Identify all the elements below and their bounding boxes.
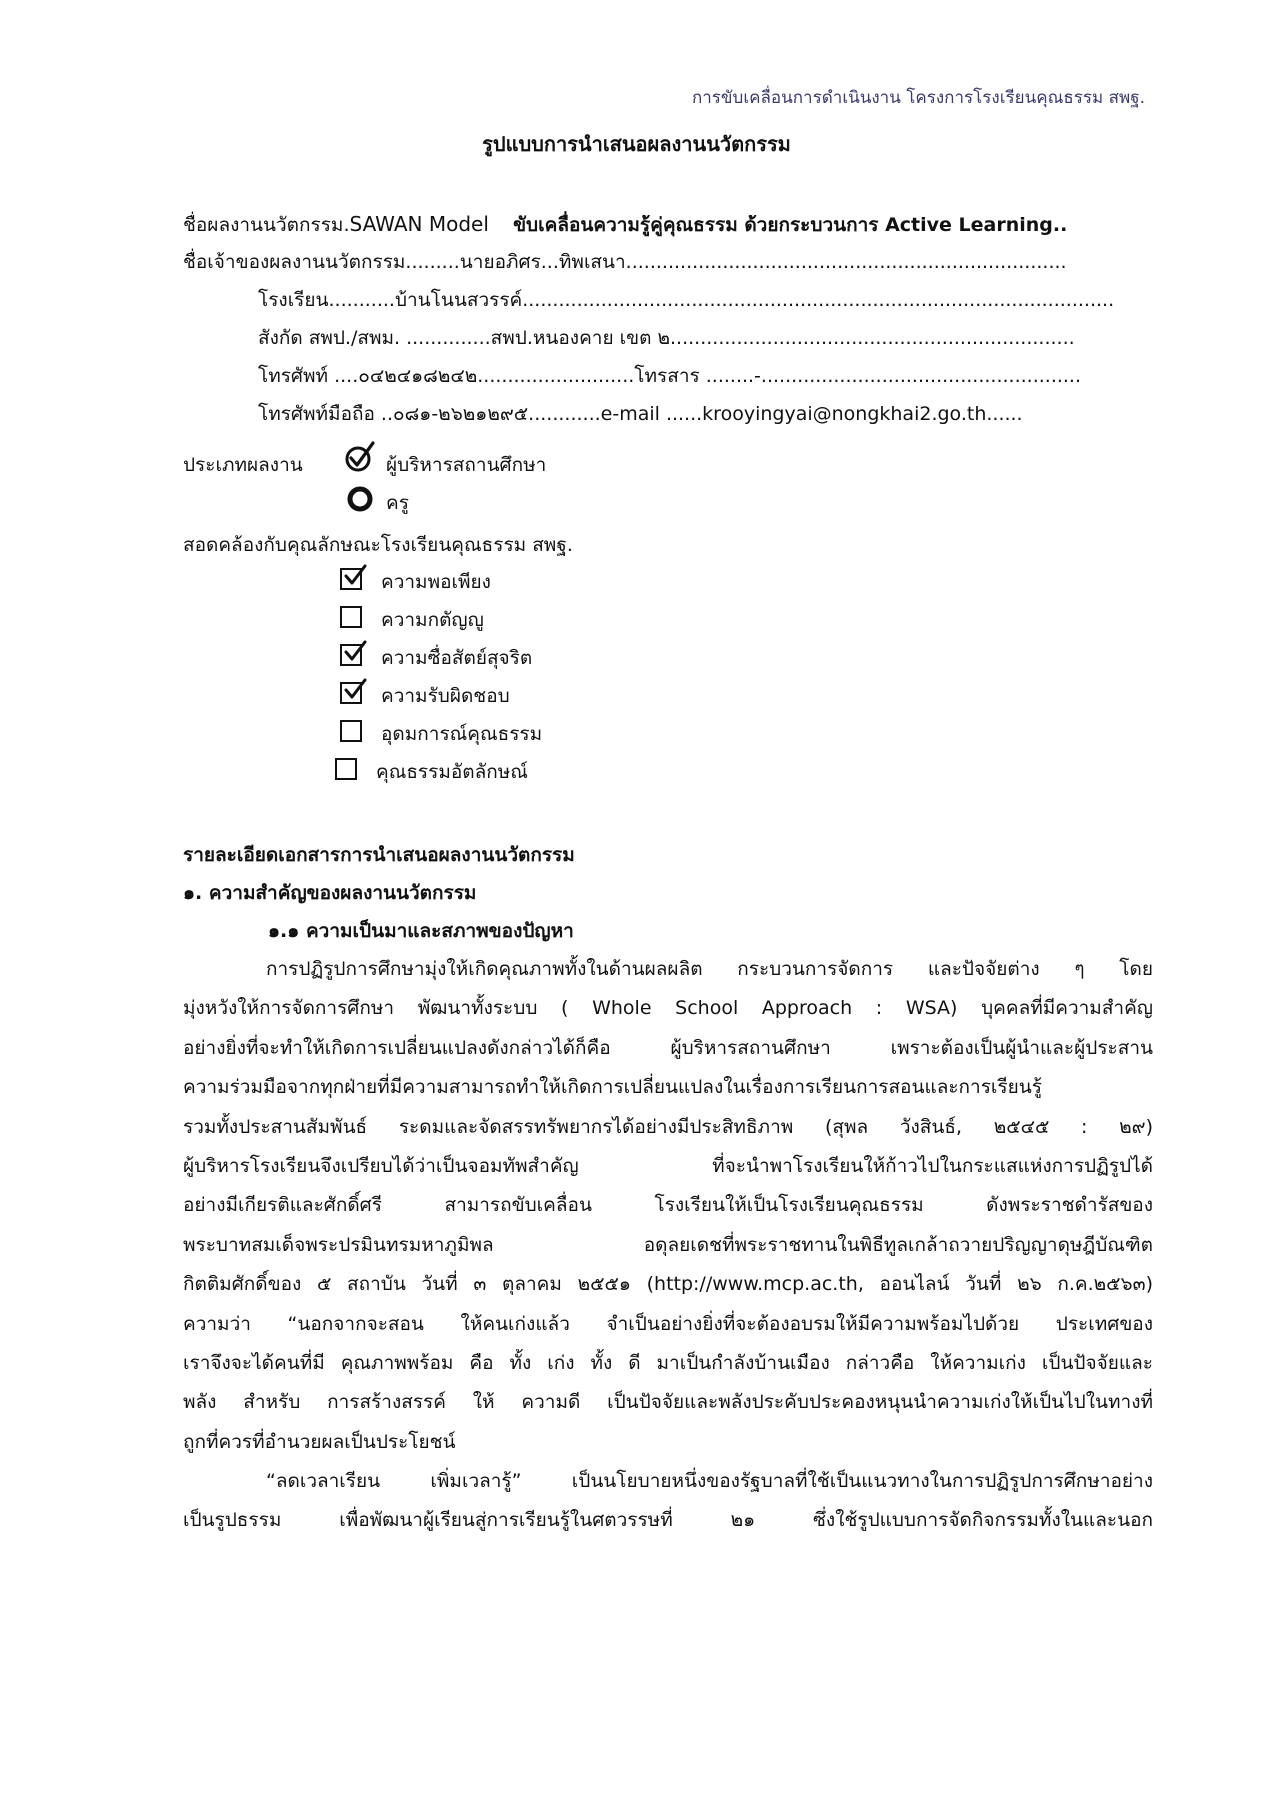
paragraph-line: ผู้บริหารโรงเรียนจึงเปรียบได้ว่าเป็นจอมทัพสำคัญ ที่จะนำพาโรงเรียนให้ก้าวไปในกระแสแห่งการปฏิรูปได้ [183,1155,1153,1178]
body-paragraph-1 [183,950,1153,1462]
attribute-item-sufficiency: ความพอเพียง [381,571,491,593]
work-name-value: ขับเคลื่อนความรู้คู่คุณธรรม ด้วยกระบวนการ Active Learning.. [513,214,1068,236]
document-title: รูปแบบการนำเสนอผลงานนวัตกรรม [482,132,791,156]
paragraph-line: พลัง สำหรับ การสร้างสรรค์ ให้ ความดี เป็นปัจจัยและพลังประคับประคองหนุนนำความเก่งให้เป็นไปในทางที่ [183,1391,1153,1414]
attribute-item-responsibility: ความรับผิดชอบ [381,685,510,707]
body-paragraph-2 [183,1462,1153,1541]
checkbox-empty-icon[interactable] [340,606,362,628]
section-1-1-heading: ๑.๑ ความเป็นมาและสภาพของปัญหา [268,920,574,942]
checked-radio-icon[interactable] [343,440,377,474]
paragraph-line: ความว่า “นอกจากจะสอน ให้คนเก่งแล้ว จำเป็นอย่างยิ่งที่จะต้องอบรมให้มีความพร้อมไปด้วย ประเทศของ [183,1312,1153,1335]
work-type-option-admin: ผู้บริหารสถานศึกษา [386,454,547,476]
checkbox-checked-icon[interactable] [340,682,362,704]
attribute-item-honesty: ความซื่อสัตย์สุจริต [381,647,533,669]
work-type-label: ประเภทผลงาน [183,454,303,476]
work-name-model: SAWAN Model [349,212,489,236]
paragraph-line: อย่างมีเกียรติและศักดิ์ศรี สามารถขับเคลื่อน โรงเรียนให้เป็นโรงเรียนคุณธรรม ดังพระราชดำรัสของ [183,1194,1153,1217]
paragraph-line: เราจึงจะได้คนที่มี คุณภาพพร้อม คือ ทั้ง เก่ง ทั้ง ดี มาเป็นกำลังบ้านเมือง กล่าวคือ ให้ความเก่ง เป็นปัจจัยและ [183,1352,1153,1375]
paragraph-line: พระบาทสมเด็จพระปรมินทรมหาภูมิพล อดุลยเดชที่พระราชทานในพิธีทูลเกล้าถวายปริญญาดุษฎีบัณฑิต [183,1233,1153,1256]
checkbox-checked-icon[interactable] [340,644,362,666]
paragraph-line: การปฏิรูปการศึกษามุ่งให้เกิดคุณภาพทั้งในด้านผลผลิต กระบวนการจัดการ และปัจจัยต่าง ๆ โดย [266,958,1153,980]
section-1-heading: ๑. ความสำคัญของผลงานนวัตกรรม [183,882,477,904]
work-name-label: ชื่อผลงานนวัตกรรม. [183,214,350,236]
checkbox-empty-icon[interactable] [335,758,357,780]
checkbox-checked-icon[interactable] [340,568,362,590]
paragraph-line: อย่างยิ่งที่จะทำให้เกิดการเปลี่ยนแปลงดังกล่าวได้ก็คือ ผู้บริหารสถานศึกษา เพราะต้องเป็นผู้นำและผู้ประสาน [183,1036,1153,1059]
owner-line: ชื่อเจ้าของผลงานนวัตกรรม.........นายอภิศร...ทิพเสนา......................................................................... [183,251,1067,273]
school-line: โรงเรียน...........บ้านโนนสวรรค์.................................................................................................. [258,289,1115,311]
paragraph-line: “ลดเวลาเรียน เพิ่มเวลารู้” เป็นนโยบายหนึ่งของรัฐบาลที่ใช้เป็นแนวทางในการปฏิรูปการศึกษาอย่าง [266,1470,1153,1492]
radio-circle-icon[interactable] [345,484,375,514]
area-line: สังกัด สพป./สพม. ..............สพป.หนองคาย เขต ๒................................................................... [258,327,1075,349]
attribute-item-moral-ideology: อุดมการณ์คุณธรรม [381,723,543,745]
phone-line: โทรศัพท์ ....๐๔๒๔๑๘๒๔๒..........................โทรสาร ........-..................................................... [258,365,1082,387]
work-name-line [183,210,1067,240]
paragraph-line: เป็นรูปธรรม เพื่อพัฒนาผู้เรียนสู่การเรียนรู้ในศตวรรษที่ ๒๑ ซึ่งใช้รูปแบบการจัดกิจกรรมทั้งในและนอก [183,1509,1153,1532]
paragraph-line: ถูกที่ควรที่อำนวยผลเป็นประโยชน์ [183,1430,456,1453]
attribute-item-moral-identity: คุณธรรมอัตลักษณ์ [376,761,528,783]
checkbox-empty-icon[interactable] [340,720,362,742]
attribute-item-gratitude: ความกตัญญู [381,609,484,631]
paragraph-line: ความร่วมมือจากทุกฝ่ายที่มีความสามารถทำให้เกิดการเปลี่ยนแปลงในเรื่องการเรียนการสอนและการเรียนรู้ [183,1076,1042,1099]
work-type-option-teacher: ครู [386,492,409,514]
mobile-line: โทรศัพท์มือถือ ..๐๘๑-๒๖๒๑๒๙๕............e-mail ......krooyingyai@nongkhai2.go.th...... [258,403,1023,425]
attributes-label: สอดคล้องกับคุณลักษณะโรงเรียนคุณธรรม สพฐ. [183,534,573,556]
paragraph-line: กิตติมศักดิ์ของ ๕ สถาบัน วันที่ ๓ ตุลาคม ๒๕๕๑ (http://www.mcp.ac.th, ออนไลน์ วันที่ ๒๖ ก.ค.๒๕๖๓) [183,1273,1153,1296]
paragraph-line: รวมทั้งประสานสัมพันธ์ ระดมและจัดสรรทรัพยากรได้อย่างมีประสิทธิภาพ (สุพล วังสินธ์, ๒๕๔๕ : ๒๙) [183,1115,1153,1138]
details-heading: รายละเอียดเอกสารการนำเสนอผลงานนวัตกรรม [183,844,575,866]
page-header: การขับเคลื่อนการดำเนินงาน โครงการโรงเรียนคุณธรรม สพฐ. [691,88,1145,108]
paragraph-line: มุ่งหวังให้การจัดการศึกษา พัฒนาทั้งระบบ ( Whole School Approach : WSA) บุคคลที่มีความสำคัญ [183,997,1153,1020]
